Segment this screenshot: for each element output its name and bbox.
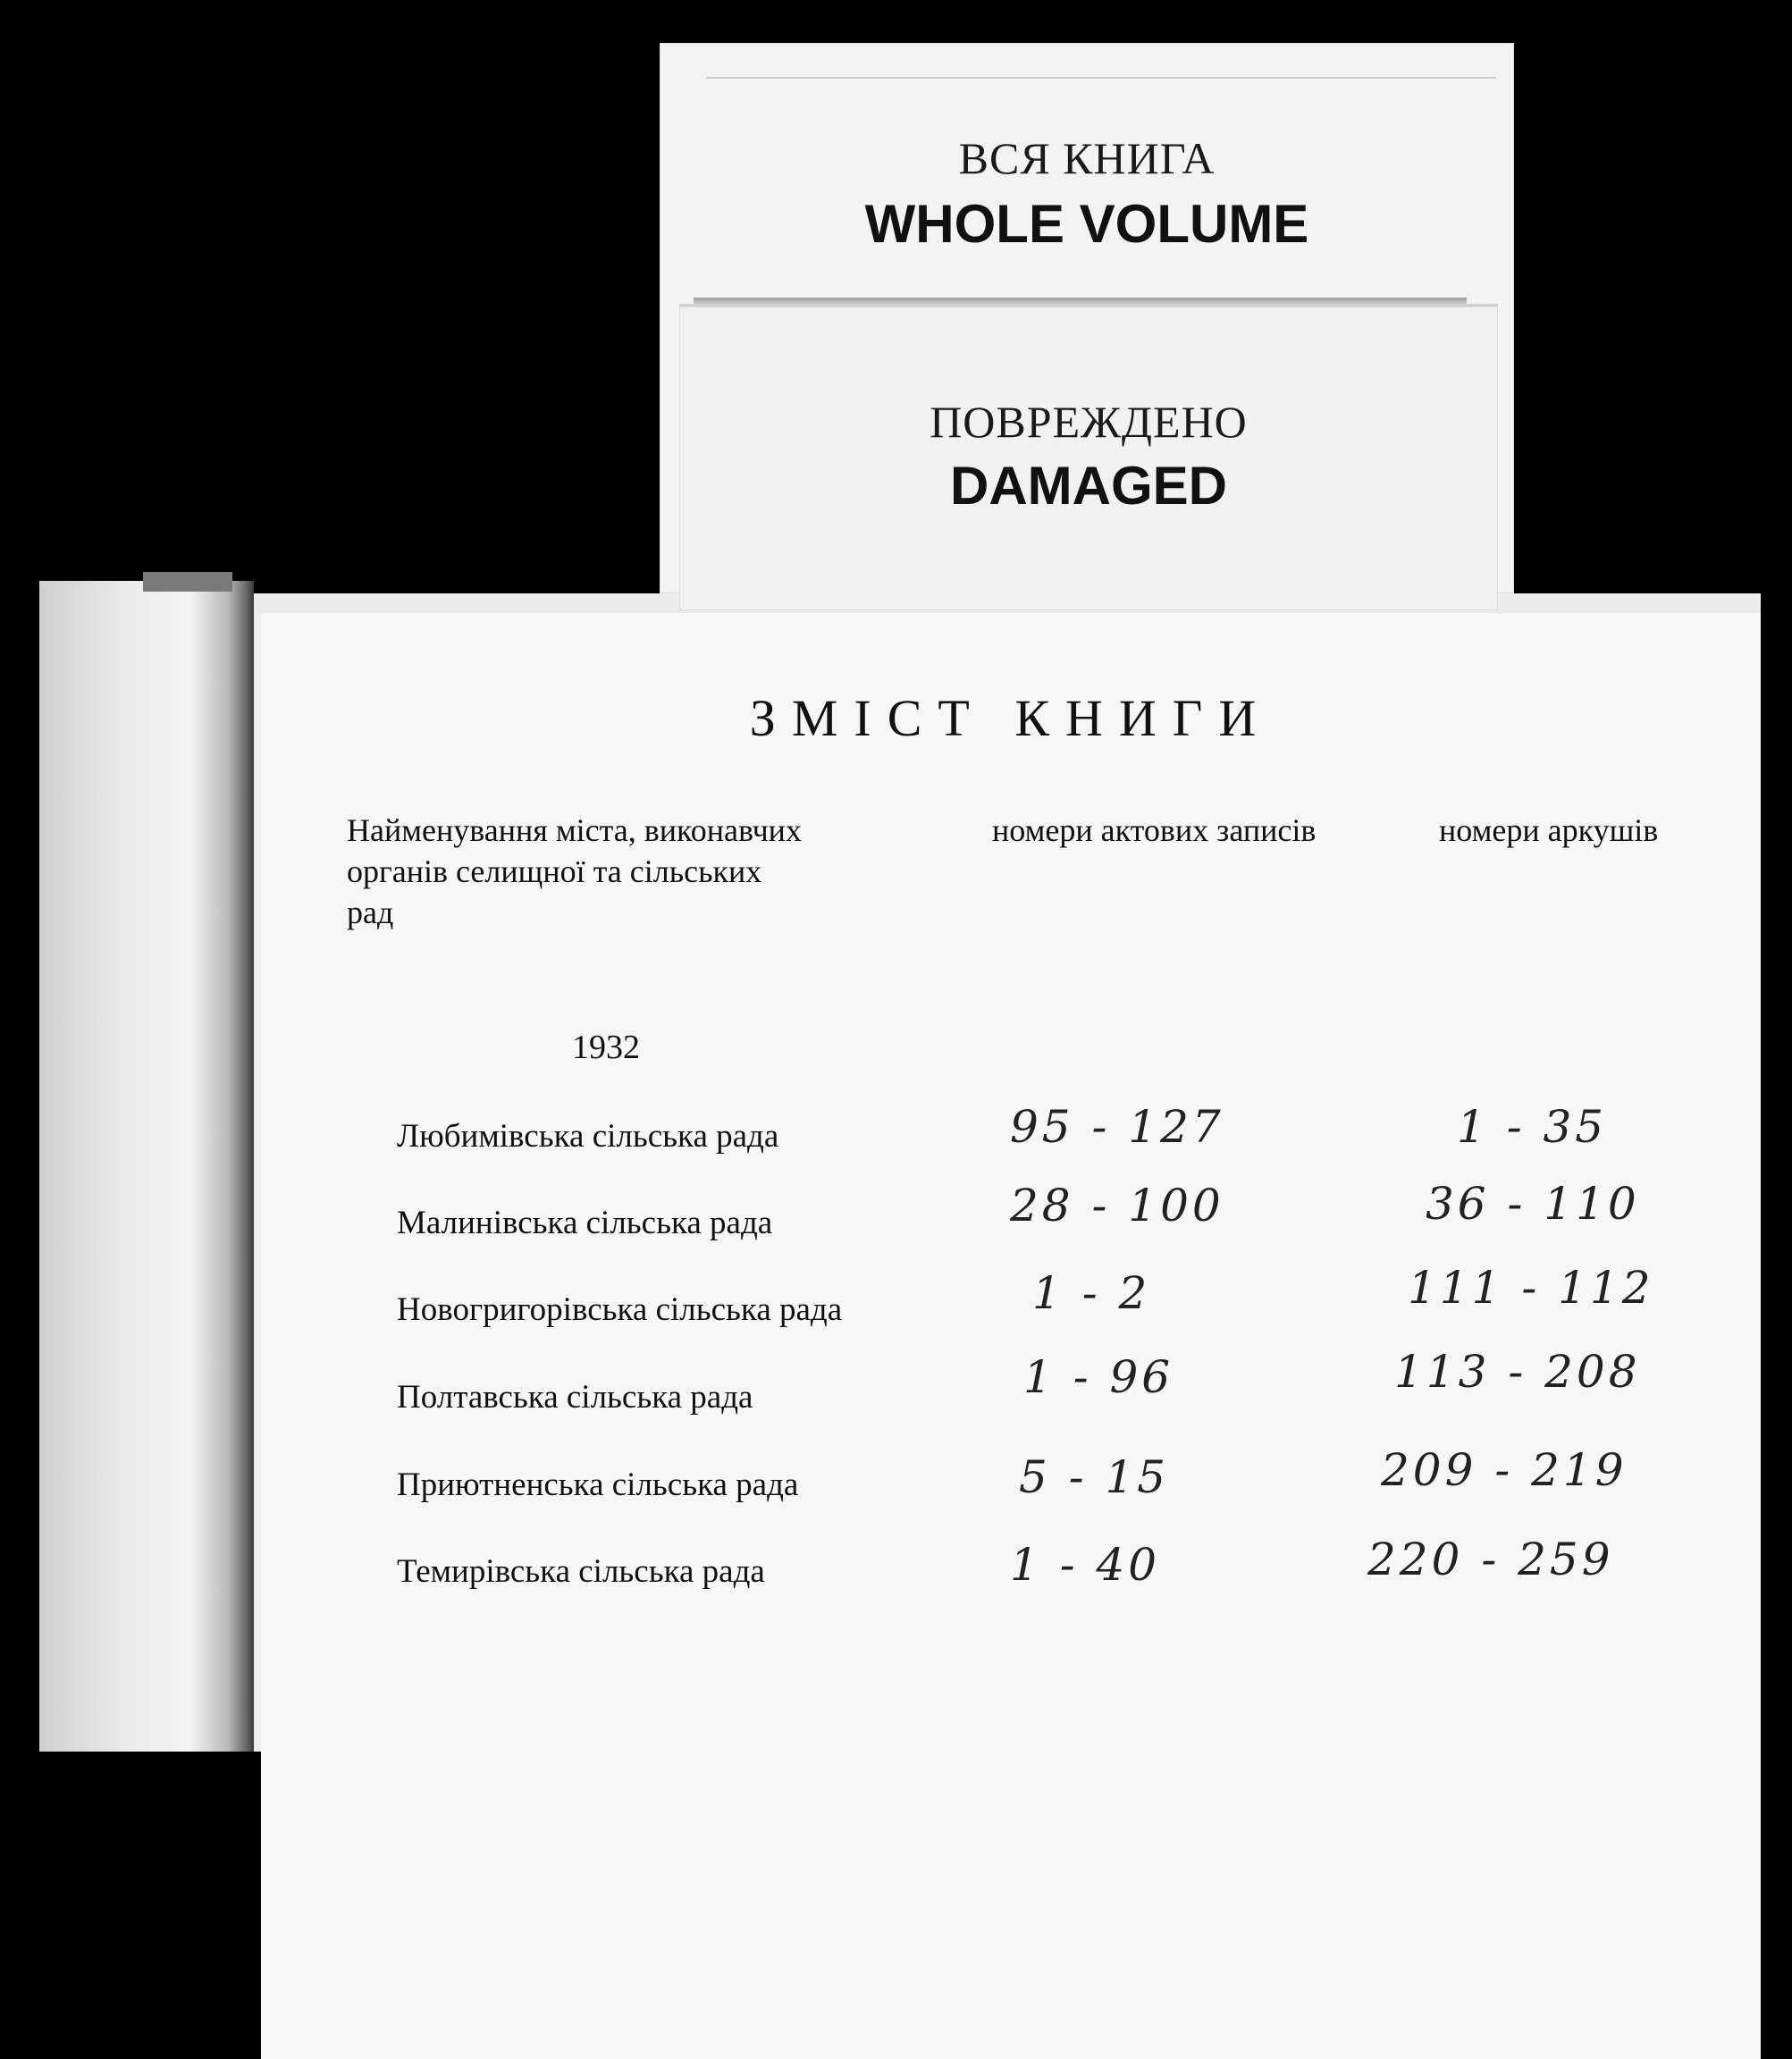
row-name: Полтавська сільська рада bbox=[397, 1379, 753, 1416]
row-records: 5 - 15 bbox=[1019, 1451, 1170, 1503]
row-name: Приютненська сільська рада bbox=[397, 1467, 799, 1503]
row-sheets: 111 - 112 bbox=[1408, 1262, 1654, 1314]
row-name: Малинівська сільська рада bbox=[397, 1205, 773, 1241]
header-records-column: номери актових записів bbox=[992, 812, 1317, 848]
row-sheets: 209 - 219 bbox=[1381, 1444, 1628, 1496]
row-sheets: 1 - 35 bbox=[1457, 1101, 1608, 1153]
row-name: Любимівська сільська рада bbox=[397, 1118, 779, 1155]
toc-title bbox=[261, 688, 1761, 748]
book-spine bbox=[39, 581, 254, 1752]
row-records: 1 - 2 bbox=[1032, 1267, 1151, 1319]
row-sheets: 220 - 259 bbox=[1367, 1534, 1614, 1585]
row-sheets: 36 - 110 bbox=[1426, 1178, 1640, 1230]
spine-top-edge bbox=[143, 572, 232, 592]
row-records: 28 - 100 bbox=[1010, 1180, 1224, 1231]
row-records: 95 - 127 bbox=[1010, 1101, 1224, 1153]
whole-volume-en: WHOLE VOLUME bbox=[864, 194, 1309, 254]
damaged-ua: ПОВРЕЖДЕНО bbox=[930, 397, 1248, 447]
header-name-column bbox=[347, 810, 955, 933]
damaged-en: DAMAGED bbox=[950, 456, 1227, 516]
row-records: 1 - 40 bbox=[1010, 1539, 1161, 1591]
card-inner-line bbox=[706, 77, 1496, 79]
row-name: Темирівська сільська рада bbox=[397, 1553, 765, 1590]
damaged-card bbox=[679, 304, 1498, 610]
row-records: 1 - 96 bbox=[1023, 1351, 1174, 1403]
header-sheets-column: номери аркушів bbox=[1439, 812, 1659, 848]
header-name-line3: рад bbox=[347, 895, 394, 930]
row-sheets: 113 - 208 bbox=[1394, 1346, 1641, 1398]
row-name: Новогригорівська сільська рада bbox=[397, 1291, 843, 1328]
header-name-line2: органів селищної та сільських bbox=[347, 853, 762, 889]
year-label: 1932 bbox=[572, 1029, 640, 1066]
header-name-line1: Найменування міста, виконавчих bbox=[347, 812, 802, 848]
whole-volume-ua: ВСЯ КНИГА bbox=[958, 133, 1216, 183]
toc-title-text: ЗМІСТ КНИГИ bbox=[749, 689, 1273, 747]
